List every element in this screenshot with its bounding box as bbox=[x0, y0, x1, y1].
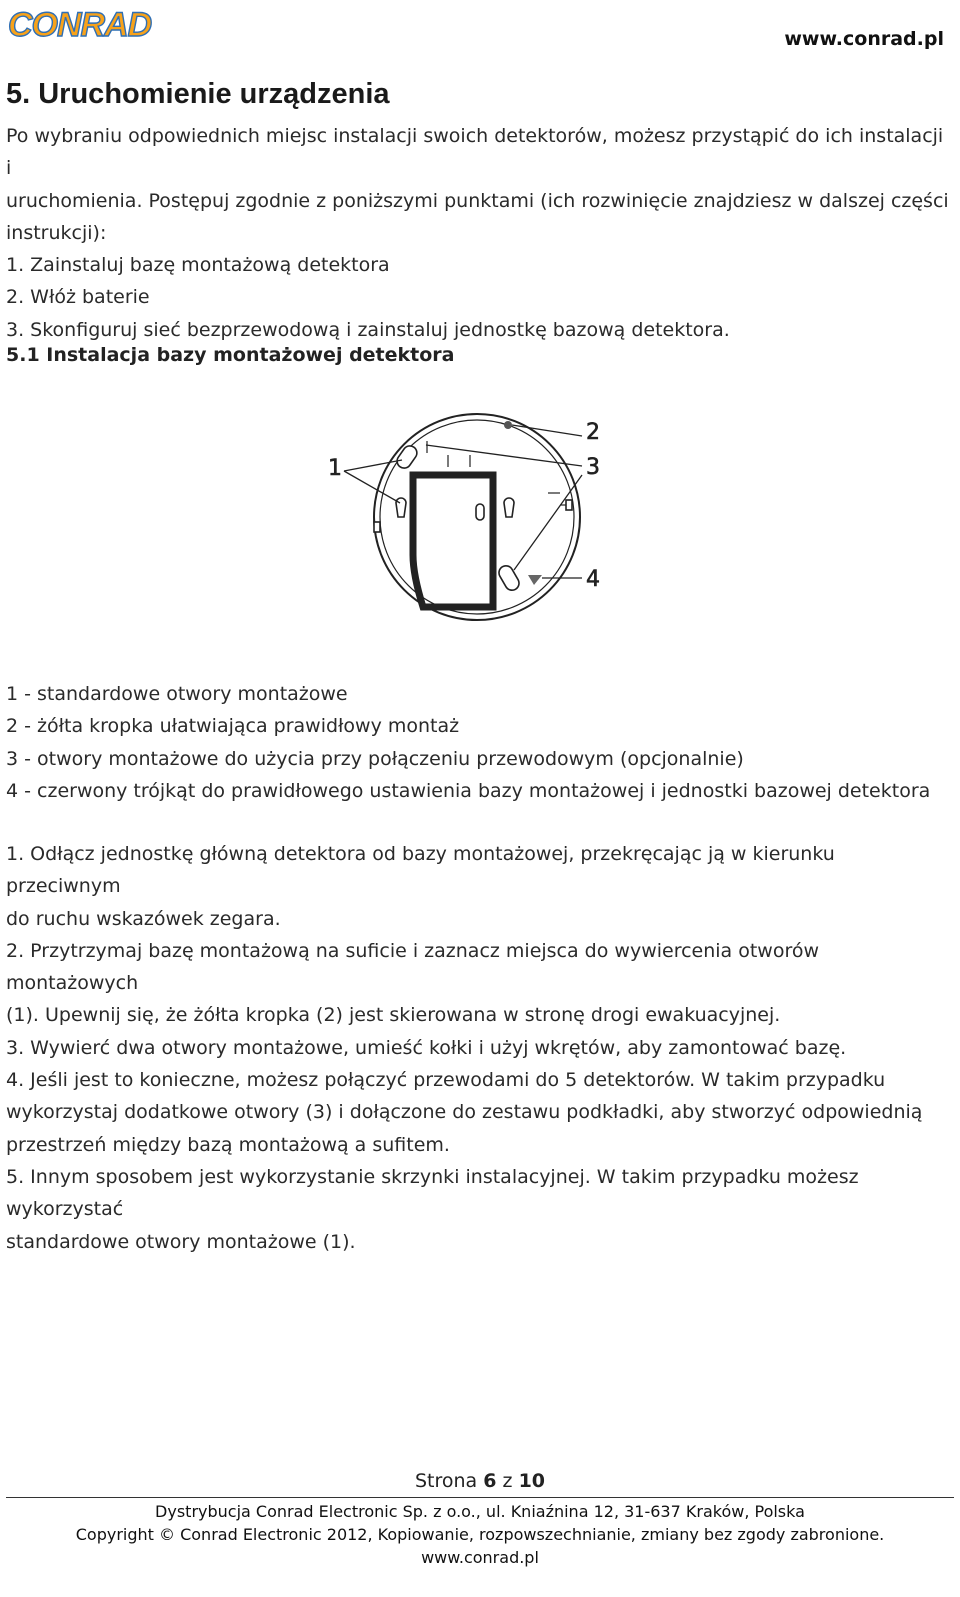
intro-line: Po wybraniu odpowiednich miejsc instalacji swoich detektorów, możesz przystąpić do ich instalacji i bbox=[6, 125, 944, 180]
intro-block bbox=[6, 120, 951, 346]
legend-item: 4 - czerwony trójkąt do prawidłowego ustawienia bazy montażowej i jednostki bazowej detektora bbox=[6, 779, 931, 802]
footer-site-url[interactable]: www.conrad.pl bbox=[421, 1548, 539, 1567]
intro-line: uruchomienia. Postępuj zgodnie z poniższymi punktami (ich rozwinięcie znajdziesz w dalszej części bbox=[6, 189, 949, 212]
installation-instructions bbox=[6, 838, 951, 1258]
callout-label-2: 2 bbox=[586, 420, 600, 445]
footer-copyright: Copyright © Conrad Electronic 2012, Kopiowanie, rozpowszechnianie, zmiany bez zgody zabronione. bbox=[75, 1525, 885, 1544]
page-label: Strona bbox=[414, 1470, 478, 1492]
setup-step: 3. Skonfiguruj sieć bezprzewodową i zainstaluj jednostkę bazową detektora. bbox=[6, 318, 730, 341]
instruction-line: standardowe otwory montażowe (1). bbox=[6, 1230, 356, 1253]
base-bracket bbox=[413, 475, 493, 607]
yellow-dot-marker bbox=[504, 421, 512, 429]
setup-step: 1. Zainstaluj bazę montażową detektora bbox=[6, 254, 390, 277]
wired-hole bbox=[476, 504, 484, 520]
instruction-line: do ruchu wskazówek zegara. bbox=[6, 907, 281, 930]
setup-steps-list bbox=[6, 249, 951, 346]
wired-hole-left bbox=[374, 522, 380, 532]
page-footer bbox=[0, 1500, 960, 1569]
section-heading: 5. Uruchomienie urządzenia bbox=[6, 78, 390, 110]
figure-legend bbox=[6, 678, 951, 807]
callout-label-1: 1 bbox=[328, 456, 342, 481]
leader-line-1a bbox=[344, 460, 402, 471]
instruction-line: (1). Upewnij się, że żółta kropka (2) jest skierowana w stronę drogi ewakuacyjnej. bbox=[6, 1004, 781, 1027]
instruction-line: 1. Odłącz jednostkę główną detektora od bazy montażowej, przekręcając ją w kierunku przeciwnym bbox=[6, 843, 835, 898]
setup-step: 2. Włóż baterie bbox=[6, 286, 150, 309]
red-triangle-marker bbox=[528, 575, 542, 585]
footer-distributor: Dystrybucja Conrad Electronic Sp. z o.o., ul. Kniaźnina 12, 31-637 Kraków, Polska bbox=[155, 1502, 805, 1521]
page-number bbox=[0, 1470, 960, 1492]
subsection-heading: 5.1 Instalacja bazy montażowej detektora bbox=[6, 344, 455, 366]
leader-line-2 bbox=[512, 425, 582, 436]
legend-item: 2 - żółta kropka ułatwiająca prawidłowy montaż bbox=[6, 715, 460, 738]
legend-item: 3 - otwory montażowe do użycia przy połączeniu przewodowym (opcjonalnie) bbox=[6, 747, 744, 770]
page-current: 6 bbox=[483, 1470, 497, 1492]
instruction-line: 2. Przytrzymaj bazę montażową na suficie i zaznacz miejsca do wywiercenia otworów montażowych bbox=[6, 939, 820, 995]
instruction-line: wykorzystaj dodatkowe otwory (3) i dołączone do zestawu podkładki, aby stworzyć odpowiednią bbox=[6, 1101, 923, 1124]
page-total: 10 bbox=[518, 1470, 546, 1492]
logo-wordmark: CONRAD bbox=[8, 6, 152, 44]
callout-label-3: 3 bbox=[586, 455, 600, 480]
callout-label-4: 4 bbox=[586, 567, 600, 592]
conrad-logo bbox=[6, 2, 164, 46]
footer-divider bbox=[6, 1497, 954, 1498]
mounting-slot-lower bbox=[496, 563, 521, 593]
mounting-base-diagram bbox=[320, 405, 620, 630]
instruction-line: 4. Jeśli jest to konieczne, możesz połączyć przewodami do 5 detektorów. W takim przypadku bbox=[6, 1069, 886, 1092]
leader-line-1b bbox=[344, 471, 400, 503]
mounting-slot bbox=[394, 443, 419, 471]
keyhole-right bbox=[504, 498, 514, 517]
instruction-line: 3. Wywierć dwa otwory montażowe, umieść kołki i użyj wkrętów, aby zamontować bazę. bbox=[6, 1036, 847, 1059]
header-site-url[interactable]: www.conrad.pl bbox=[784, 28, 944, 50]
page-separator: z bbox=[502, 1470, 513, 1492]
legend-item: 1 - standardowe otwory montażowe bbox=[6, 683, 348, 705]
instruction-line: przestrzeń między bazą montażową a sufitem. bbox=[6, 1133, 450, 1156]
instruction-line: 5. Innym sposobem jest wykorzystanie skrzynki instalacyjnej. W takim przypadku możesz wykorzystać bbox=[6, 1165, 859, 1221]
intro-line: instrukcji): bbox=[6, 221, 107, 244]
wired-hole-right bbox=[566, 500, 572, 510]
